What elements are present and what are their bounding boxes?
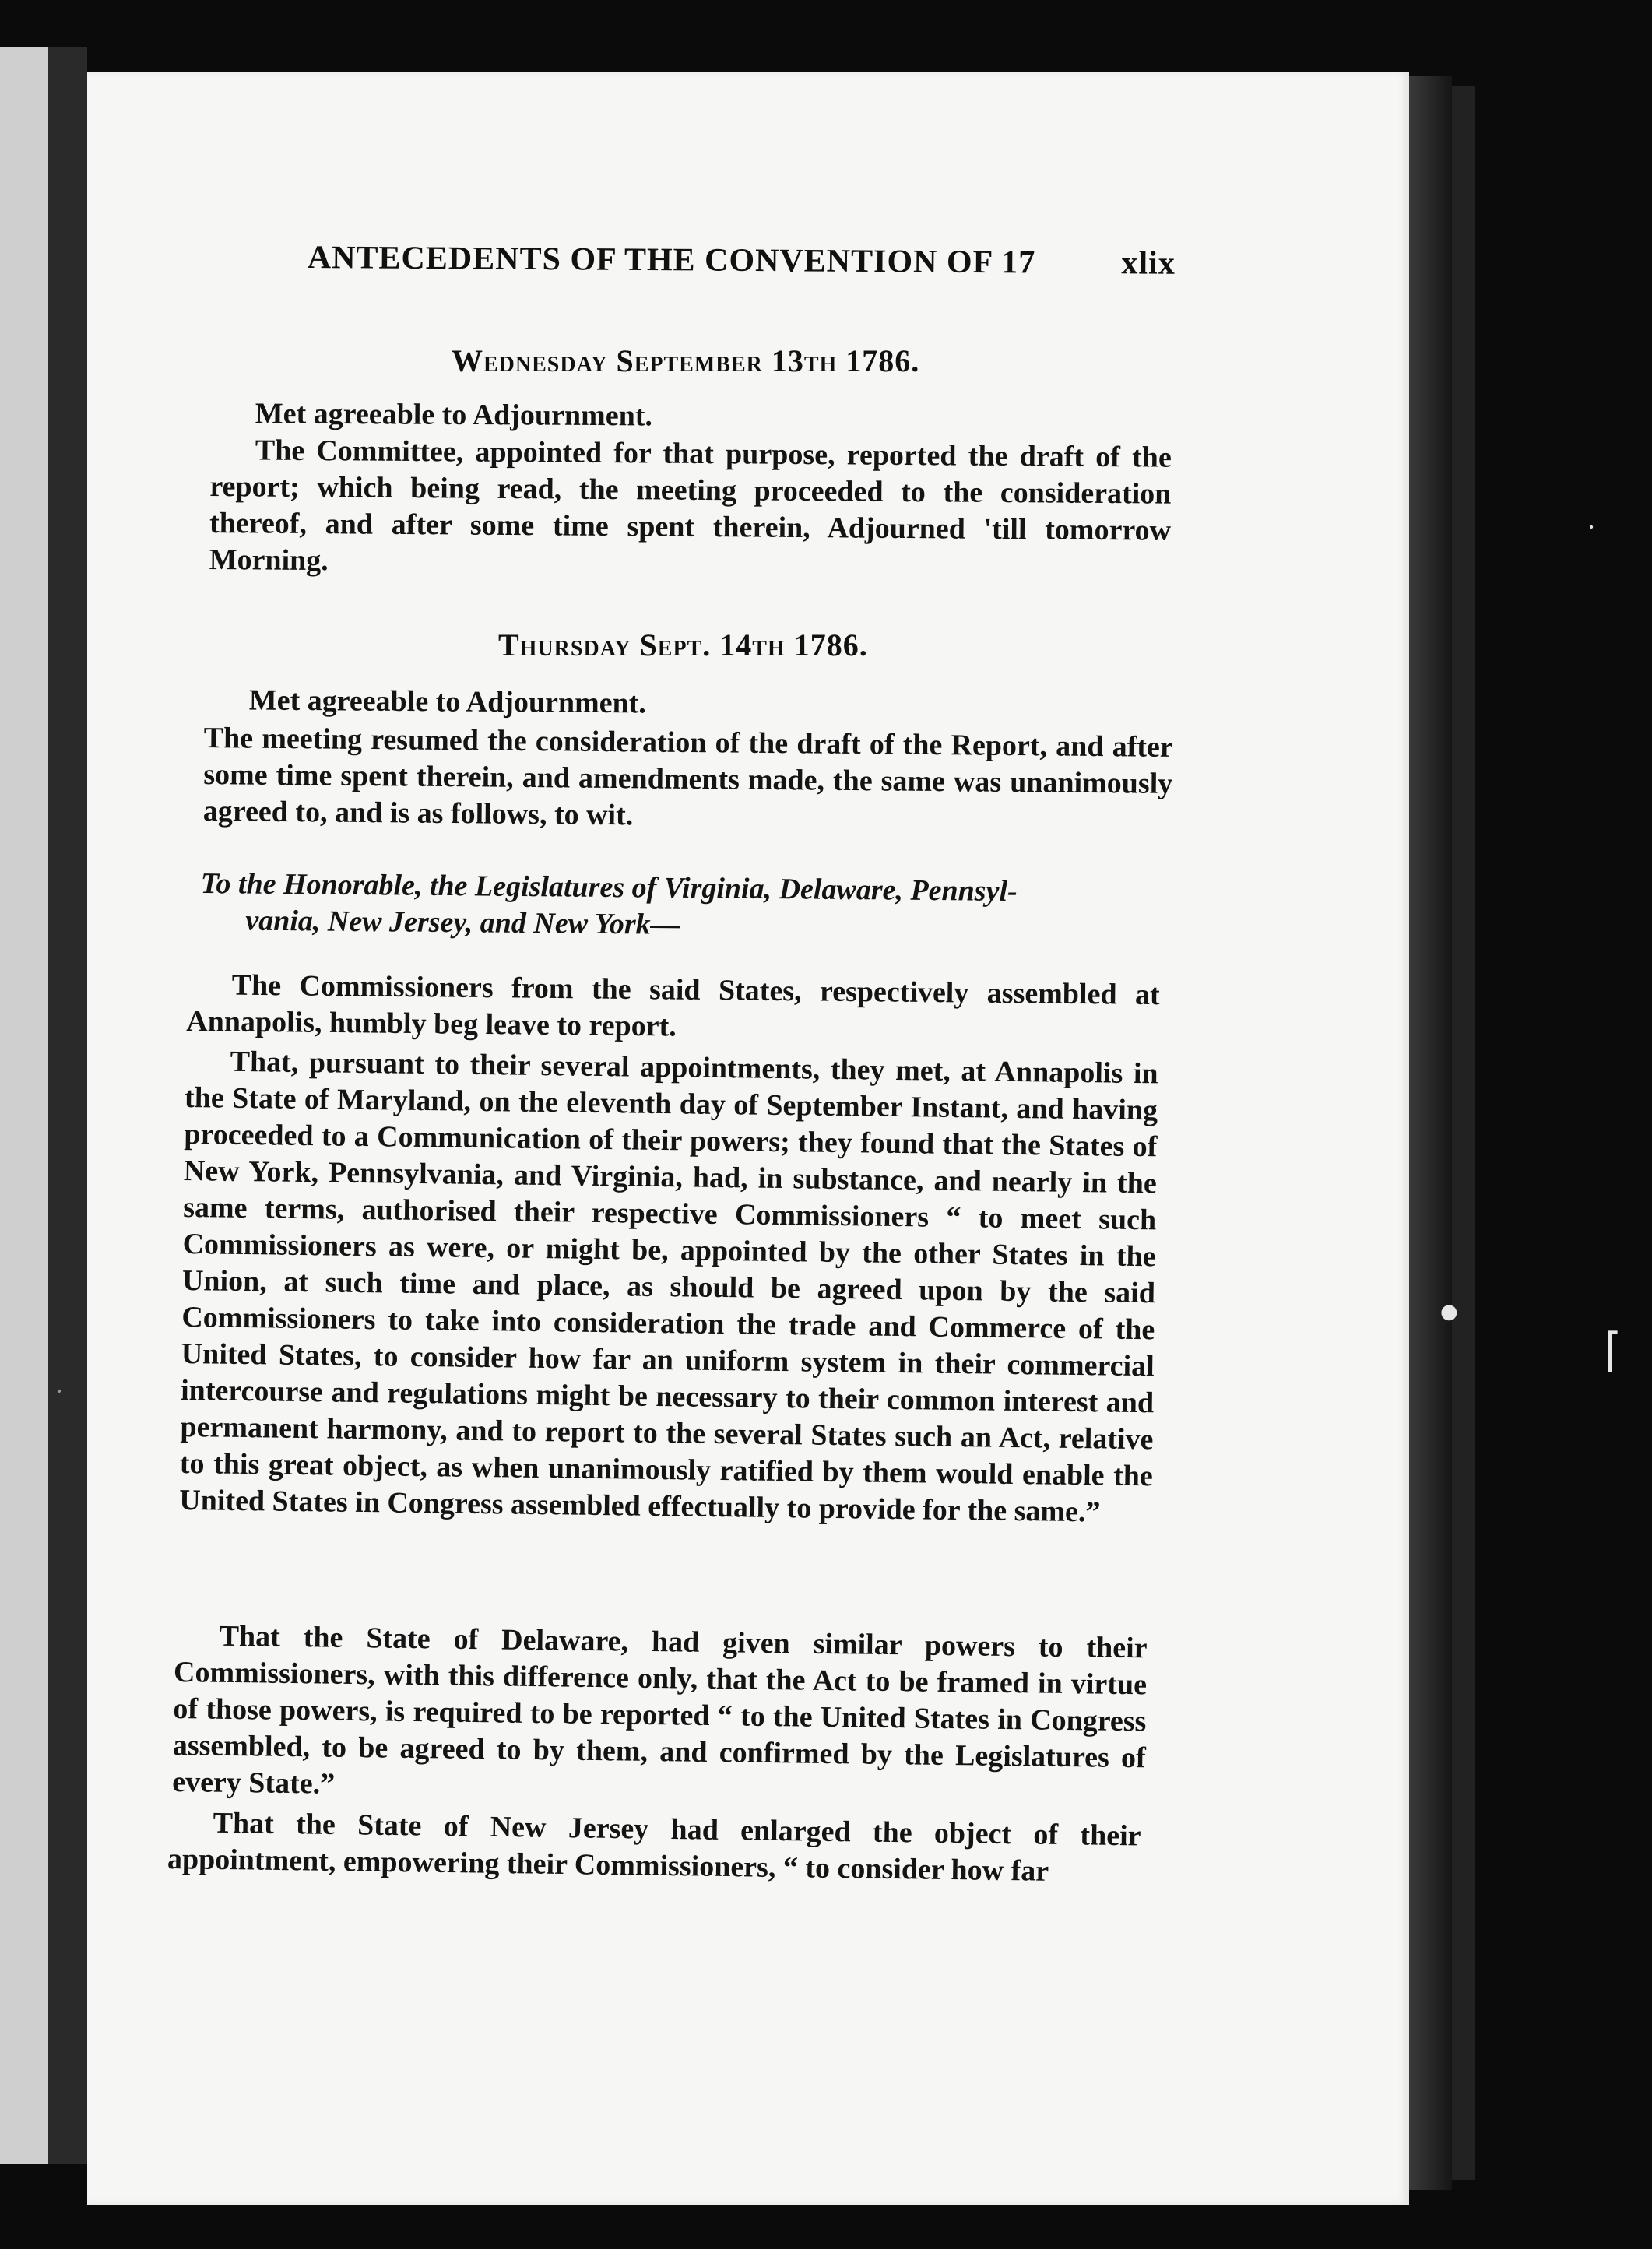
address-heading: To the Honorable, the Legislatures of Virginia, Delaware, Pennsyl- vania, New Jersey, and New York— <box>200 866 1018 941</box>
entry-date: Thursday Sept. 14th 1786. <box>498 627 868 662</box>
entry-paragraph: The meeting resumed the consideration of the draft of the Report, and after some time spent therein, and amendments made, the same was unanimously agreed to, and is as follows, to wit. <box>202 721 1173 832</box>
entry-paragraph: Met agreeable to Adjournment. <box>248 683 647 720</box>
page-stack-edge <box>1409 76 1452 2190</box>
report-paragraph: The Commissioners from the said States, respectively assembled at Annapolis, humbly beg leave to report. <box>186 968 1160 1043</box>
scan-artifact-dot: • <box>56 1386 63 1398</box>
scan-artifact-dot: • <box>1588 522 1595 534</box>
report-paragraph: That, pursuant to their several appointments, they met, at Annapolis in the State of Maryland, on the eleventh day of September Instant, and having proceeded to a Communication of their powers; they found that the States of New York, Pennsylvania, and Virginia, had, in substance, and nearly in the same terms, authorised their respective Commissioners “ to meet such Commissioners as were, or might be, appointed by the other States in the Union, at such time and place, as should be agreed upon by the said Commissioners to take into consideration the trade and Commerce of the United States, to consider how far an uniform system in their commercial intercourse and regulations might be necessary to their common interest and permanent harmony, and to report to the several States such an Act, relative to this great object, as when unanimously ratified by them would enable the United States in Congress assembled effectually to provide for the same.” <box>179 1045 1158 1529</box>
running-title: ANTECEDENTS OF THE CONVENTION OF 17 <box>307 239 1036 281</box>
entry-date: Wednesday September 13th 1786. <box>452 343 920 378</box>
scan-artifact-mark: ⌈ <box>1604 1323 1622 1378</box>
entry-paragraph: The Committee, appointed for that purpose, reported the draft of the report; which being read, the meeting proceeded to the consideration thereof, and after some time spent therein, Adjourned 'till tomorrow Morning. <box>209 434 1172 578</box>
scan-artifact-circle: ● <box>1440 1300 1458 1323</box>
facing-page-edge <box>0 47 48 2164</box>
running-header <box>308 239 1176 283</box>
report-paragraph: That the State of Delaware, had given similar powers to their Commissioners, with this difference only, that the Act to be framed in virtue of those powers, is required to be reported “ to the United States in Congress assembled, to be agreed to by them, and confirmed by the Legislatures of every State.” <box>171 1619 1148 1801</box>
page-stack-shadow <box>1452 86 1475 2180</box>
binding-gutter <box>48 47 87 2164</box>
page-number: xlix <box>1121 245 1176 282</box>
report-paragraph: That the State of New Jersey had enlarged the object of their appointment, empowering their Commissioners, “ to consider how far <box>167 1806 1141 1888</box>
entry-paragraph: Met agreeable to Adjournment. <box>255 397 653 433</box>
